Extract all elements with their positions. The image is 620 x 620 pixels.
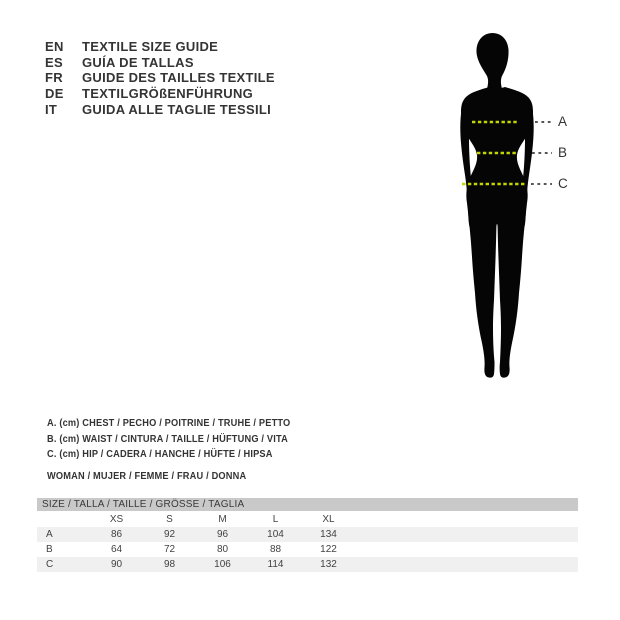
cell-value: 96 [216,529,229,540]
col-header-xs: XS [109,513,124,525]
language-code: EN [45,39,64,55]
language-row-fr [45,70,275,86]
language-row-en [45,39,275,55]
language-code: IT [45,101,58,117]
row-label: B [46,544,53,555]
table-row-chest [37,527,578,542]
table-row-waist [37,542,578,557]
table-row-hip [37,557,578,572]
language-code: DE [45,86,64,102]
filler-cell [355,527,578,542]
language-row-es [45,55,275,71]
size-columns-row [37,511,578,527]
cell-value: 90 [110,559,123,570]
cell-value: 80 [216,544,229,555]
col-header-s: S [166,513,173,525]
legend-chest: A. (cm) CHEST / PECHO / POITRINE / TRUHE / PETTO [47,417,291,429]
chest-label: A [558,114,568,129]
guide-title: GUÍA DE TALLAS [82,54,194,70]
cell-value: 88 [269,544,282,555]
legend-waist: B. (cm) WAIST / CINTURA / TAILLE / HÜFTUNG / VITA [47,432,288,445]
filler-cell [355,542,578,557]
waist-label: B [558,145,568,160]
hip-label: C [558,176,568,191]
language-title-block [45,39,275,117]
size-table [37,498,578,572]
cell-value: 104 [267,529,284,540]
silhouette-body [461,87,533,378]
language-code: FR [45,70,63,86]
row-label: A [46,529,53,540]
guide-title: GUIDA ALLE TAGLIE TESSILI [82,101,272,117]
legend-gender: WOMAN / MUJER / FEMME / FRAU / DONNA [47,469,247,482]
filler-cell [355,511,578,527]
guide-title: GUIDE DES TAILLES TEXTILE [82,70,275,86]
cell-value: 86 [110,529,123,540]
filler-cell [355,557,578,572]
col-header-xl: XL [322,513,335,525]
guide-title: TEXTILGRÖßENFÜHRUNG [82,86,254,102]
row-label: C [46,559,54,570]
measurement-legend [47,416,290,484]
cell-value: 72 [163,544,176,555]
cell-value: 122 [320,544,337,555]
silhouette-head [476,33,508,93]
language-row-it [45,101,275,117]
size-table-grid [37,511,578,572]
size-table-title: SIZE / TALLA / TAILLE / GRÖSSE / TAGLIA [37,498,578,511]
cell-value: 64 [110,544,123,555]
legend-hip: C. (cm) HIP / CADERA / HANCHE / HÜFTE / HIPSA [47,448,273,460]
corner-cell [37,511,90,527]
col-header-l: L [272,513,279,525]
language-code: ES [45,54,63,70]
cell-value: 132 [320,559,337,570]
col-header-m: M [218,513,227,525]
woman-silhouette [440,25,590,405]
cell-value: 98 [163,559,176,570]
language-row-de [45,86,275,102]
cell-value: 92 [163,529,176,540]
cell-value: 114 [267,559,284,570]
guide-title: TEXTILE SIZE GUIDE [82,39,219,55]
measurement-figure [440,25,590,405]
cell-value: 134 [320,529,337,540]
cell-value: 106 [214,559,231,570]
